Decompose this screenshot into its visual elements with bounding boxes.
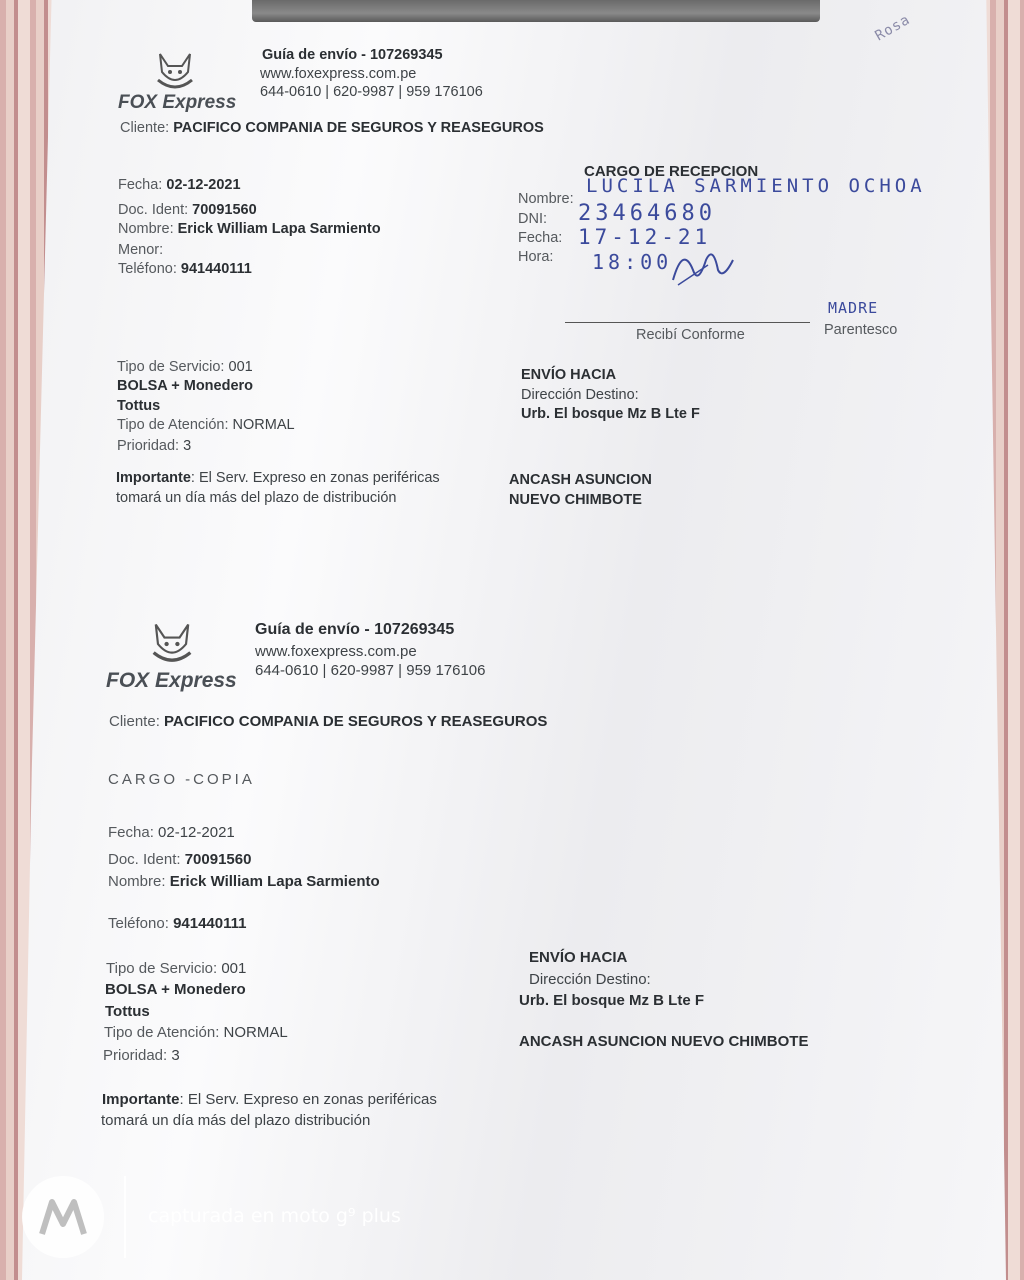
important-note-line2: tomará un día más del plazo distribución	[101, 1112, 371, 1129]
doc-label: Doc. Ident:	[108, 851, 181, 868]
cargo-name-handwritten: LUCILA SARMIENTO OCHOA	[586, 175, 926, 197]
name-label: Nombre:	[108, 873, 166, 890]
destination-address: Urb. El bosque Mz B Lte F	[521, 406, 700, 422]
important-text-1: : El Serv. Expreso en zonas periféricas	[179, 1091, 437, 1108]
client-row	[120, 120, 544, 136]
cargo-time-label: Hora:	[518, 249, 554, 265]
attention-type-label: Tipo de Atención:	[117, 417, 229, 433]
attention-type-value: NORMAL	[232, 417, 295, 433]
client-value: PACIFICO COMPANIA DE SEGUROS Y REASEGUROS	[173, 120, 544, 136]
priority-label: Prioridad:	[103, 1047, 168, 1064]
important-note-line1	[116, 470, 440, 486]
destination-district: ANCASH ASUNCION	[509, 472, 652, 488]
important-label: Importante	[116, 470, 191, 486]
client-label: Cliente:	[109, 713, 160, 730]
ship-to-heading: ENVÍO HACIA	[529, 949, 628, 966]
date-row	[108, 824, 235, 841]
website: www.foxexpress.com.pe	[255, 643, 417, 660]
phone-row	[108, 915, 247, 932]
ship-to-heading: ENVÍO HACIA	[521, 367, 617, 383]
date-label: Fecha:	[118, 177, 163, 193]
product-name: BOLSA + Monedero	[117, 378, 254, 394]
doc-value: 70091560	[184, 851, 252, 868]
website: www.foxexpress.com.pe	[260, 66, 417, 82]
date-label: Fecha:	[108, 824, 154, 841]
destination-full: ANCASH ASUNCION NUEVO CHIMBOTE	[519, 1033, 809, 1050]
signature-scribble	[668, 240, 738, 294]
fox-logo-icon	[150, 50, 200, 94]
brand-name: FOX Express	[106, 669, 237, 692]
attention-type-row	[117, 417, 295, 433]
important-text-1: : El Serv. Expreso en zonas periféricas	[190, 470, 440, 486]
cargo-name-label: Nombre:	[518, 191, 574, 207]
service-type-value: 001	[221, 960, 247, 977]
signature-line	[565, 322, 810, 323]
attention-type-value: NORMAL	[223, 1024, 288, 1041]
relationship-label: Parentesco	[824, 322, 898, 338]
destination-label: Dirección Destino:	[521, 387, 639, 403]
motorola-logo-icon	[22, 1176, 104, 1258]
attention-type-label: Tipo de Atención:	[104, 1024, 220, 1041]
name-row	[118, 221, 381, 237]
attention-type-row	[104, 1024, 288, 1041]
destination-city: NUEVO CHIMBOTE	[509, 492, 642, 508]
destination-address: Urb. El bosque Mz B Lte F	[519, 992, 705, 1009]
name-value: Erick William Lapa Sarmiento	[169, 873, 380, 890]
doc-row	[118, 202, 257, 218]
name-label: Nombre:	[118, 221, 174, 237]
date-value: 02-12-2021	[166, 177, 241, 193]
priority-row	[103, 1047, 180, 1064]
service-type-label: Tipo de Servicio:	[117, 359, 225, 375]
client-row	[109, 713, 547, 730]
guide-title: Guía de envío - 107269345	[262, 47, 443, 63]
watermark-divider	[124, 1176, 126, 1258]
destination-label: Dirección Destino:	[529, 971, 651, 988]
name-value: Erick William Lapa Sarmiento	[177, 221, 381, 237]
cargo-title: CARGO DE RECEPCION	[584, 163, 759, 180]
phone-value: 941440111	[180, 261, 252, 277]
cargo-time-handwritten: 18:00	[592, 250, 673, 274]
cargo-date-handwritten: 17-12-21	[578, 225, 712, 249]
doc-value: 70091560	[192, 202, 257, 218]
priority-value: 3	[183, 438, 192, 454]
important-note-line2: tomará un día más del plazo de distribución	[116, 490, 397, 506]
client-value: PACIFICO COMPANIA DE SEGUROS Y REASEGUROS	[164, 713, 548, 730]
phone-label: Teléfono:	[118, 261, 177, 277]
important-note-line1	[102, 1091, 437, 1108]
doc-row	[108, 851, 251, 868]
clipboard-clip	[252, 0, 820, 22]
date-value: 02-12-2021	[158, 824, 235, 841]
cargo-dni-handwritten: 23464680	[578, 201, 716, 226]
watermark-text: capturada en moto g⁹ plus	[148, 1205, 401, 1227]
doc-label: Doc. Ident:	[118, 202, 189, 218]
priority-label: Prioridad:	[117, 438, 180, 454]
important-label: Importante	[102, 1091, 180, 1108]
fox-logo-icon	[145, 620, 199, 668]
phone-row	[118, 261, 252, 277]
cargo-date-label: Fecha:	[518, 230, 563, 246]
phones: 644-0610 | 620-9987 | 959 176106	[255, 662, 486, 679]
phones: 644-0610 | 620-9987 | 959 176106	[260, 84, 483, 100]
date-row	[118, 177, 241, 193]
store-name: Tottus	[105, 1003, 150, 1020]
corner-note-handwritten: Rosa	[872, 11, 914, 45]
service-type-row	[117, 359, 253, 375]
client-label: Cliente:	[120, 120, 170, 136]
product-name: BOLSA + Monedero	[105, 981, 246, 998]
priority-value: 3	[171, 1047, 180, 1064]
cargo-dni-label: DNI:	[518, 211, 547, 227]
service-type-value: 001	[228, 359, 253, 375]
name-row	[108, 873, 380, 890]
service-type-row	[106, 960, 246, 977]
brand-name: FOX Express	[118, 92, 237, 113]
relationship-handwritten: MADRE	[828, 299, 879, 317]
store-name: Tottus	[117, 398, 161, 414]
received-label: Recibí Conforme	[636, 327, 745, 343]
phone-label: Teléfono:	[108, 915, 169, 932]
priority-row	[117, 438, 191, 454]
cargo-copy-label: CARGO -COPIA	[108, 771, 255, 788]
phone-value: 941440111	[173, 915, 247, 932]
service-type-label: Tipo de Servicio:	[106, 960, 218, 977]
guide-title: Guía de envío - 107269345	[255, 621, 455, 638]
minor-label: Menor:	[118, 242, 164, 258]
